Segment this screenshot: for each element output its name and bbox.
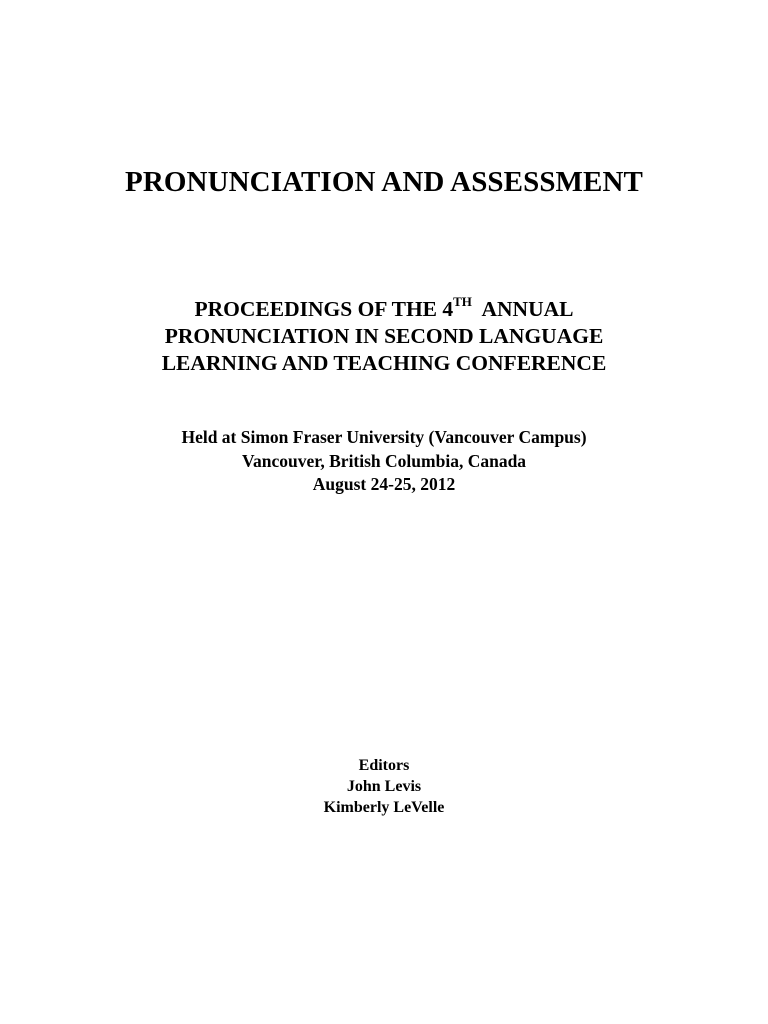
location-line: Vancouver, British Columbia, Canada [241,451,527,471]
editors-heading: Editors [358,757,410,774]
document-title: PRONUNCIATION AND ASSESSMENT [125,166,643,198]
editor-name: John Levis [346,778,422,795]
proceedings-line-1 [0,293,768,322]
ordinal-superscript: TH [453,293,472,309]
date-line: August 24-25, 2012 [312,474,456,494]
proceedings-line-1-prefix: PROCEEDINGS OF THE 4 [194,297,454,321]
venue-line: Held at Simon Fraser University (Vancouver Campus) [181,427,587,447]
editor-name: Kimberly LeVelle [323,799,445,816]
proceedings-line-1-suffix: ANNUAL [471,297,574,321]
proceedings-line-2: PRONUNCIATION IN SECOND LANGUAGE [164,324,604,348]
proceedings-line-3: LEARNING AND TEACHING CONFERENCE [161,351,607,375]
